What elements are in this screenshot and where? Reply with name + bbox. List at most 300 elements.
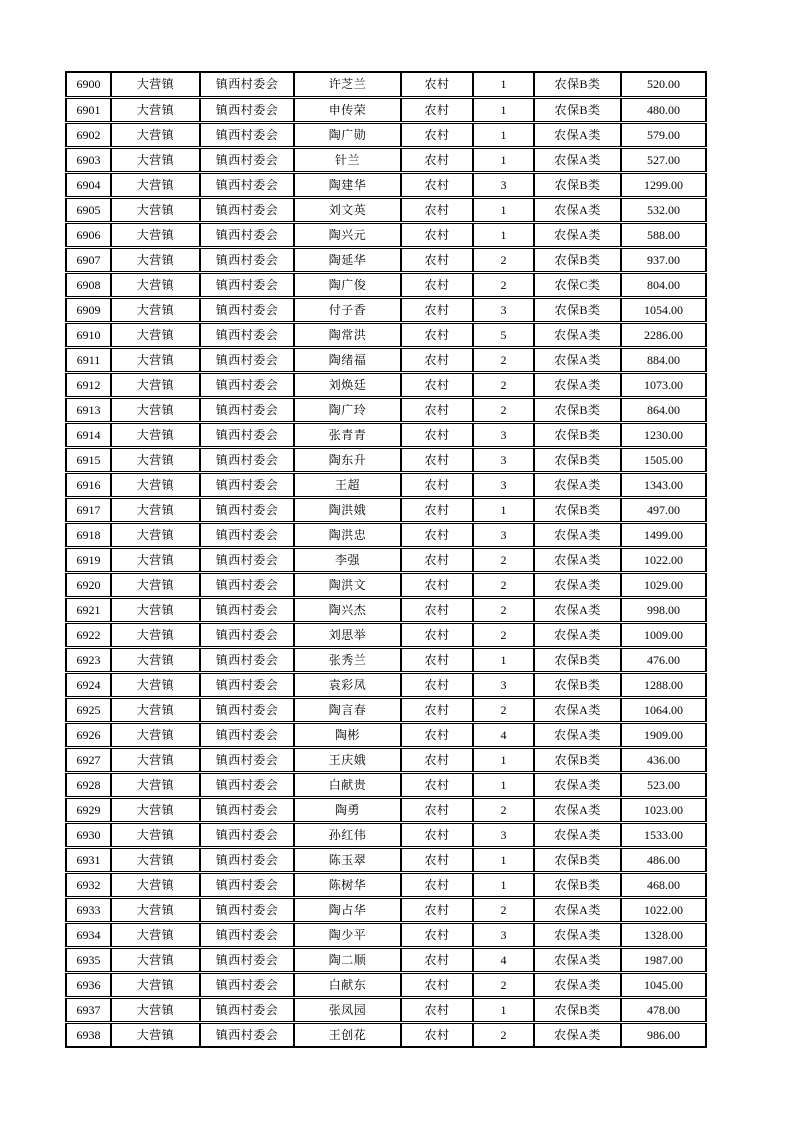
cell-serial_number: 6918	[66, 522, 111, 547]
cell-amount: 937.00	[621, 247, 706, 272]
table-row	[66, 147, 706, 172]
benefit-roster-table	[65, 71, 707, 1048]
cell-insurance_class: 农保A类	[534, 572, 621, 597]
cell-amount: 998.00	[621, 597, 706, 622]
cell-insurance_class: 农保B类	[534, 72, 621, 97]
table-row	[66, 547, 706, 572]
cell-person_name: 王超	[294, 472, 401, 497]
cell-amount: 2286.00	[621, 322, 706, 347]
cell-insurance_class: 农保A类	[534, 972, 621, 997]
benefit-roster-table-body	[66, 72, 706, 1047]
cell-category: 农村	[401, 972, 473, 997]
cell-town: 大营镇	[111, 922, 200, 947]
cell-category: 农村	[401, 772, 473, 797]
cell-insurance_class: 农保B类	[534, 672, 621, 697]
cell-town: 大营镇	[111, 222, 200, 247]
cell-person_name: 陶洪忠	[294, 522, 401, 547]
cell-person_name: 陶广玲	[294, 397, 401, 422]
cell-village_committee: 镇西村委会	[200, 672, 294, 697]
table-row	[66, 847, 706, 872]
cell-person_count: 2	[473, 247, 534, 272]
cell-amount: 468.00	[621, 872, 706, 897]
cell-person_count: 1	[473, 72, 534, 97]
table-row	[66, 97, 706, 122]
cell-serial_number: 6903	[66, 147, 111, 172]
cell-village_committee: 镇西村委会	[200, 272, 294, 297]
cell-insurance_class: 农保A类	[534, 147, 621, 172]
cell-town: 大营镇	[111, 322, 200, 347]
cell-category: 农村	[401, 347, 473, 372]
cell-village_committee: 镇西村委会	[200, 172, 294, 197]
cell-town: 大营镇	[111, 997, 200, 1022]
cell-insurance_class: 农保A类	[534, 622, 621, 647]
cell-town: 大营镇	[111, 947, 200, 972]
cell-amount: 1499.00	[621, 522, 706, 547]
cell-town: 大营镇	[111, 197, 200, 222]
table-row	[66, 72, 706, 97]
cell-village_committee: 镇西村委会	[200, 647, 294, 672]
cell-amount: 1054.00	[621, 297, 706, 322]
cell-person_count: 3	[473, 672, 534, 697]
cell-serial_number: 6906	[66, 222, 111, 247]
cell-town: 大营镇	[111, 147, 200, 172]
cell-category: 农村	[401, 397, 473, 422]
table-row	[66, 1022, 706, 1047]
cell-amount: 1064.00	[621, 697, 706, 722]
table-row	[66, 997, 706, 1022]
cell-village_committee: 镇西村委会	[200, 822, 294, 847]
cell-person_count: 1	[473, 997, 534, 1022]
cell-category: 农村	[401, 647, 473, 672]
cell-person_name: 陶绪福	[294, 347, 401, 372]
cell-category: 农村	[401, 922, 473, 947]
cell-category: 农村	[401, 597, 473, 622]
cell-village_committee: 镇西村委会	[200, 72, 294, 97]
cell-serial_number: 6912	[66, 372, 111, 397]
cell-village_committee: 镇西村委会	[200, 897, 294, 922]
cell-serial_number: 6933	[66, 897, 111, 922]
cell-person_name: 陶洪娥	[294, 497, 401, 522]
cell-amount: 1343.00	[621, 472, 706, 497]
cell-category: 农村	[401, 897, 473, 922]
cell-person_count: 1	[473, 772, 534, 797]
cell-serial_number: 6904	[66, 172, 111, 197]
cell-person_count: 3	[473, 522, 534, 547]
cell-village_committee: 镇西村委会	[200, 772, 294, 797]
cell-amount: 1023.00	[621, 797, 706, 822]
cell-amount: 1288.00	[621, 672, 706, 697]
cell-category: 农村	[401, 197, 473, 222]
cell-town: 大营镇	[111, 172, 200, 197]
cell-person_count: 3	[473, 447, 534, 472]
cell-serial_number: 6925	[66, 697, 111, 722]
cell-amount: 884.00	[621, 347, 706, 372]
cell-serial_number: 6937	[66, 997, 111, 1022]
cell-person_count: 2	[473, 272, 534, 297]
cell-category: 农村	[401, 497, 473, 522]
cell-person_count: 3	[473, 297, 534, 322]
cell-amount: 497.00	[621, 497, 706, 522]
cell-person_count: 2	[473, 622, 534, 647]
cell-serial_number: 6938	[66, 1022, 111, 1047]
cell-town: 大营镇	[111, 872, 200, 897]
cell-village_committee: 镇西村委会	[200, 397, 294, 422]
cell-town: 大营镇	[111, 972, 200, 997]
cell-serial_number: 6935	[66, 947, 111, 972]
cell-category: 农村	[401, 272, 473, 297]
cell-village_committee: 镇西村委会	[200, 597, 294, 622]
cell-category: 农村	[401, 472, 473, 497]
cell-village_committee: 镇西村委会	[200, 347, 294, 372]
table-row	[66, 947, 706, 972]
cell-person_count: 1	[473, 197, 534, 222]
cell-insurance_class: 农保A类	[534, 522, 621, 547]
cell-town: 大营镇	[111, 472, 200, 497]
cell-person_name: 针兰	[294, 147, 401, 172]
table-row	[66, 722, 706, 747]
cell-person_count: 2	[473, 547, 534, 572]
cell-category: 农村	[401, 997, 473, 1022]
cell-person_count: 1	[473, 222, 534, 247]
table-row	[66, 172, 706, 197]
cell-village_committee: 镇西村委会	[200, 522, 294, 547]
cell-person_count: 2	[473, 397, 534, 422]
cell-category: 农村	[401, 572, 473, 597]
cell-amount: 1230.00	[621, 422, 706, 447]
cell-town: 大营镇	[111, 547, 200, 572]
table-row	[66, 747, 706, 772]
cell-person_count: 2	[473, 897, 534, 922]
cell-person_count: 4	[473, 947, 534, 972]
cell-insurance_class: 农保A类	[534, 372, 621, 397]
table-row	[66, 122, 706, 147]
cell-serial_number: 6927	[66, 747, 111, 772]
cell-person_name: 陶少平	[294, 922, 401, 947]
cell-category: 农村	[401, 947, 473, 972]
cell-village_committee: 镇西村委会	[200, 947, 294, 972]
cell-village_committee: 镇西村委会	[200, 797, 294, 822]
cell-serial_number: 6921	[66, 597, 111, 622]
table-row	[66, 622, 706, 647]
cell-person_name: 陶东升	[294, 447, 401, 472]
cell-person_count: 3	[473, 472, 534, 497]
table-row	[66, 422, 706, 447]
cell-village_committee: 镇西村委会	[200, 447, 294, 472]
cell-town: 大营镇	[111, 397, 200, 422]
cell-person_count: 4	[473, 722, 534, 747]
cell-village_committee: 镇西村委会	[200, 147, 294, 172]
cell-insurance_class: 农保A类	[534, 122, 621, 147]
cell-insurance_class: 农保A类	[534, 547, 621, 572]
cell-town: 大营镇	[111, 1022, 200, 1047]
table-row	[66, 497, 706, 522]
table-row	[66, 672, 706, 697]
cell-serial_number: 6909	[66, 297, 111, 322]
cell-serial_number: 6934	[66, 922, 111, 947]
cell-person_name: 刘思举	[294, 622, 401, 647]
cell-serial_number: 6920	[66, 572, 111, 597]
cell-serial_number: 6907	[66, 247, 111, 272]
cell-insurance_class: 农保A类	[534, 347, 621, 372]
cell-category: 农村	[401, 722, 473, 747]
cell-insurance_class: 农保A类	[534, 697, 621, 722]
cell-town: 大营镇	[111, 597, 200, 622]
cell-serial_number: 6922	[66, 622, 111, 647]
cell-insurance_class: 农保A类	[534, 1022, 621, 1047]
cell-village_committee: 镇西村委会	[200, 247, 294, 272]
cell-village_committee: 镇西村委会	[200, 997, 294, 1022]
table-row	[66, 347, 706, 372]
table-row	[66, 272, 706, 297]
cell-town: 大营镇	[111, 447, 200, 472]
cell-town: 大营镇	[111, 347, 200, 372]
cell-serial_number: 6924	[66, 672, 111, 697]
cell-serial_number: 6926	[66, 722, 111, 747]
cell-town: 大营镇	[111, 647, 200, 672]
cell-person_name: 陈玉翠	[294, 847, 401, 872]
cell-amount: 532.00	[621, 197, 706, 222]
cell-person_count: 2	[473, 347, 534, 372]
cell-serial_number: 6928	[66, 772, 111, 797]
cell-amount: 523.00	[621, 772, 706, 797]
table-row	[66, 297, 706, 322]
cell-village_committee: 镇西村委会	[200, 422, 294, 447]
cell-insurance_class: 农保B类	[534, 747, 621, 772]
cell-village_committee: 镇西村委会	[200, 572, 294, 597]
table-row	[66, 197, 706, 222]
cell-town: 大营镇	[111, 722, 200, 747]
cell-person_name: 刘焕廷	[294, 372, 401, 397]
cell-amount: 520.00	[621, 72, 706, 97]
cell-person_count: 2	[473, 697, 534, 722]
cell-person_name: 孙红伟	[294, 822, 401, 847]
cell-village_committee: 镇西村委会	[200, 922, 294, 947]
cell-village_committee: 镇西村委会	[200, 547, 294, 572]
cell-serial_number: 6932	[66, 872, 111, 897]
cell-village_committee: 镇西村委会	[200, 297, 294, 322]
cell-amount: 1022.00	[621, 897, 706, 922]
cell-amount: 480.00	[621, 97, 706, 122]
cell-town: 大营镇	[111, 247, 200, 272]
cell-town: 大营镇	[111, 372, 200, 397]
table-row	[66, 222, 706, 247]
cell-amount: 804.00	[621, 272, 706, 297]
cell-person_name: 付子香	[294, 297, 401, 322]
cell-person_name: 陶兴杰	[294, 597, 401, 622]
cell-category: 农村	[401, 872, 473, 897]
cell-insurance_class: 农保A类	[534, 772, 621, 797]
cell-insurance_class: 农保B类	[534, 422, 621, 447]
cell-town: 大营镇	[111, 522, 200, 547]
cell-amount: 986.00	[621, 1022, 706, 1047]
cell-village_committee: 镇西村委会	[200, 847, 294, 872]
cell-serial_number: 6914	[66, 422, 111, 447]
cell-person_name: 陈树华	[294, 872, 401, 897]
cell-serial_number: 6901	[66, 97, 111, 122]
cell-serial_number: 6911	[66, 347, 111, 372]
table-row	[66, 572, 706, 597]
cell-insurance_class: 农保A类	[534, 897, 621, 922]
cell-insurance_class: 农保B类	[534, 497, 621, 522]
cell-serial_number: 6929	[66, 797, 111, 822]
cell-category: 农村	[401, 672, 473, 697]
cell-person_name: 白献贵	[294, 772, 401, 797]
cell-category: 农村	[401, 1022, 473, 1047]
cell-town: 大营镇	[111, 622, 200, 647]
cell-person_name: 陶广俊	[294, 272, 401, 297]
cell-person_name: 王创花	[294, 1022, 401, 1047]
cell-serial_number: 6902	[66, 122, 111, 147]
cell-category: 农村	[401, 747, 473, 772]
cell-person_count: 2	[473, 572, 534, 597]
cell-village_committee: 镇西村委会	[200, 872, 294, 897]
cell-insurance_class: 农保C类	[534, 272, 621, 297]
cell-town: 大营镇	[111, 272, 200, 297]
cell-serial_number: 6930	[66, 822, 111, 847]
cell-amount: 579.00	[621, 122, 706, 147]
cell-town: 大营镇	[111, 797, 200, 822]
cell-insurance_class: 农保B类	[534, 97, 621, 122]
cell-person_count: 3	[473, 922, 534, 947]
cell-person_count: 1	[473, 147, 534, 172]
cell-category: 农村	[401, 522, 473, 547]
cell-amount: 1073.00	[621, 372, 706, 397]
cell-person_name: 陶占华	[294, 897, 401, 922]
cell-person_count: 1	[473, 872, 534, 897]
cell-town: 大营镇	[111, 497, 200, 522]
table-row	[66, 372, 706, 397]
cell-insurance_class: 农保B类	[534, 297, 621, 322]
cell-category: 农村	[401, 622, 473, 647]
cell-amount: 1009.00	[621, 622, 706, 647]
cell-village_committee: 镇西村委会	[200, 222, 294, 247]
cell-insurance_class: 农保B类	[534, 172, 621, 197]
cell-insurance_class: 农保B类	[534, 447, 621, 472]
table-row	[66, 522, 706, 547]
cell-person_name: 李强	[294, 547, 401, 572]
cell-town: 大营镇	[111, 122, 200, 147]
cell-serial_number: 6917	[66, 497, 111, 522]
cell-town: 大营镇	[111, 297, 200, 322]
cell-serial_number: 6916	[66, 472, 111, 497]
cell-amount: 436.00	[621, 747, 706, 772]
cell-serial_number: 6908	[66, 272, 111, 297]
cell-town: 大营镇	[111, 697, 200, 722]
cell-insurance_class: 农保B类	[534, 247, 621, 272]
cell-amount: 478.00	[621, 997, 706, 1022]
cell-category: 农村	[401, 372, 473, 397]
cell-person_name: 陶常洪	[294, 322, 401, 347]
cell-insurance_class: 农保B类	[534, 647, 621, 672]
table-row	[66, 397, 706, 422]
cell-village_committee: 镇西村委会	[200, 322, 294, 347]
table-row	[66, 597, 706, 622]
cell-village_committee: 镇西村委会	[200, 747, 294, 772]
cell-village_committee: 镇西村委会	[200, 697, 294, 722]
cell-category: 农村	[401, 847, 473, 872]
cell-village_committee: 镇西村委会	[200, 622, 294, 647]
table-row	[66, 647, 706, 672]
cell-amount: 588.00	[621, 222, 706, 247]
cell-person_name: 陶广勋	[294, 122, 401, 147]
table-row	[66, 972, 706, 997]
cell-amount: 476.00	[621, 647, 706, 672]
cell-category: 农村	[401, 422, 473, 447]
cell-person_count: 1	[473, 497, 534, 522]
table-row	[66, 447, 706, 472]
cell-person_name: 许芝兰	[294, 72, 401, 97]
cell-village_committee: 镇西村委会	[200, 97, 294, 122]
cell-insurance_class: 农保B类	[534, 847, 621, 872]
cell-person_name: 刘文英	[294, 197, 401, 222]
table-row	[66, 797, 706, 822]
cell-category: 农村	[401, 447, 473, 472]
table-row	[66, 872, 706, 897]
cell-person_name: 张秀兰	[294, 647, 401, 672]
table-row	[66, 322, 706, 347]
cell-person_count: 1	[473, 122, 534, 147]
cell-category: 农村	[401, 122, 473, 147]
cell-person_count: 1	[473, 97, 534, 122]
cell-person_name: 陶兴元	[294, 222, 401, 247]
cell-village_committee: 镇西村委会	[200, 122, 294, 147]
cell-category: 农村	[401, 822, 473, 847]
cell-town: 大营镇	[111, 772, 200, 797]
cell-insurance_class: 农保B类	[534, 872, 621, 897]
cell-person_name: 白献东	[294, 972, 401, 997]
cell-town: 大营镇	[111, 897, 200, 922]
cell-amount: 486.00	[621, 847, 706, 872]
cell-town: 大营镇	[111, 747, 200, 772]
cell-serial_number: 6915	[66, 447, 111, 472]
cell-amount: 527.00	[621, 147, 706, 172]
cell-insurance_class: 农保A类	[534, 922, 621, 947]
cell-person_name: 陶彬	[294, 722, 401, 747]
cell-insurance_class: 农保A类	[534, 472, 621, 497]
cell-town: 大营镇	[111, 97, 200, 122]
cell-insurance_class: 农保A类	[534, 797, 621, 822]
cell-village_committee: 镇西村委会	[200, 472, 294, 497]
cell-person_name: 申传荣	[294, 97, 401, 122]
cell-amount: 1987.00	[621, 947, 706, 972]
cell-amount: 1045.00	[621, 972, 706, 997]
cell-serial_number: 6905	[66, 197, 111, 222]
cell-person_count: 2	[473, 797, 534, 822]
cell-person_name: 张凤园	[294, 997, 401, 1022]
cell-serial_number: 6910	[66, 322, 111, 347]
cell-category: 农村	[401, 222, 473, 247]
cell-amount: 1909.00	[621, 722, 706, 747]
cell-person_count: 2	[473, 597, 534, 622]
cell-category: 农村	[401, 697, 473, 722]
cell-town: 大营镇	[111, 847, 200, 872]
cell-category: 农村	[401, 97, 473, 122]
cell-insurance_class: 农保A类	[534, 222, 621, 247]
cell-person_count: 3	[473, 422, 534, 447]
cell-serial_number: 6923	[66, 647, 111, 672]
cell-category: 农村	[401, 322, 473, 347]
cell-village_committee: 镇西村委会	[200, 1022, 294, 1047]
cell-person_name: 王庆娥	[294, 747, 401, 772]
cell-insurance_class: 农保A类	[534, 322, 621, 347]
cell-person_count: 2	[473, 372, 534, 397]
cell-village_committee: 镇西村委会	[200, 372, 294, 397]
cell-village_committee: 镇西村委会	[200, 197, 294, 222]
cell-amount: 1505.00	[621, 447, 706, 472]
cell-category: 农村	[401, 72, 473, 97]
cell-person_name: 陶勇	[294, 797, 401, 822]
cell-insurance_class: 农保A类	[534, 822, 621, 847]
